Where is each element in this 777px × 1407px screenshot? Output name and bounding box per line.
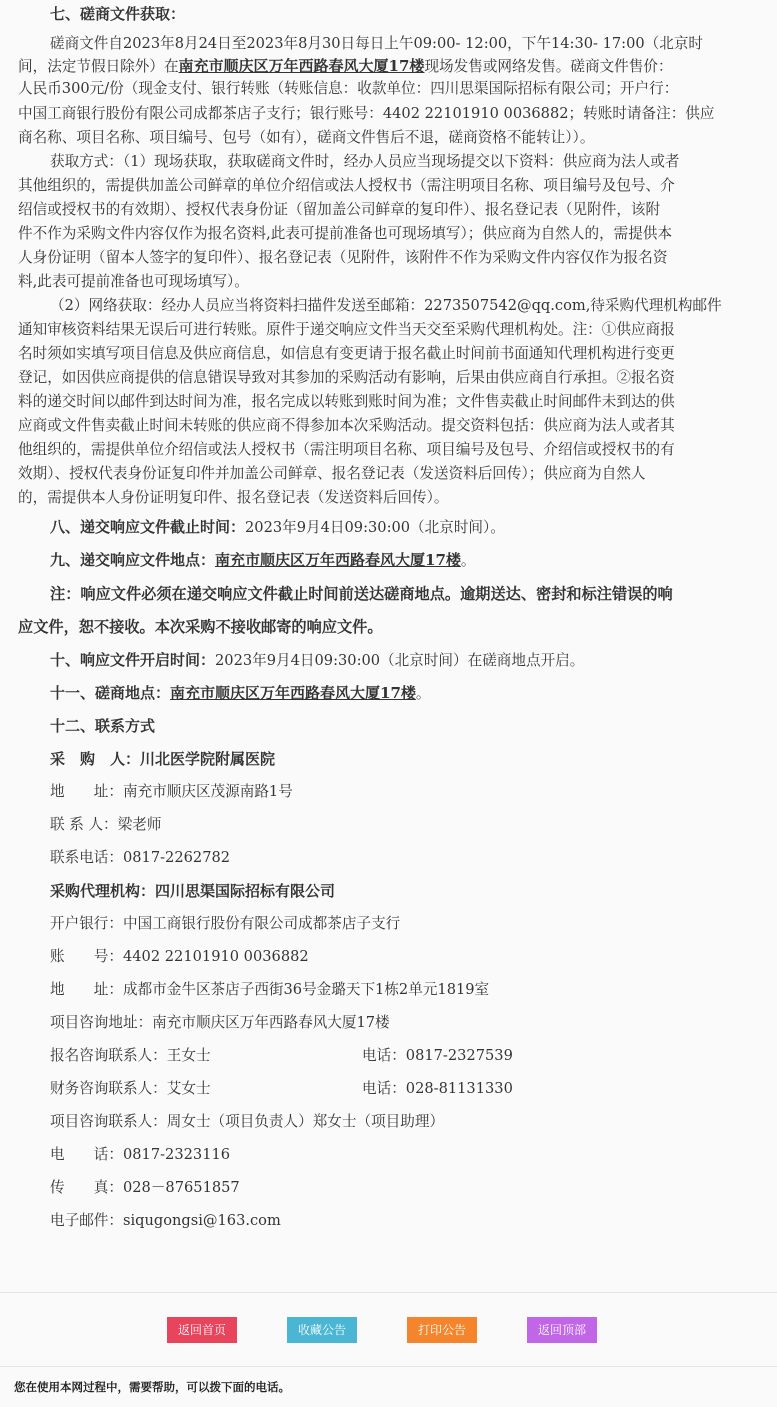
- paragraph-line: （2）网络获取：经办人员应当将资料扫描件发送至邮箱：2273507542@qq.com,待采购代理机构邮件: [50, 297, 722, 314]
- paragraph-line: 应商或文件售卖截止时间未转账的供应商不得参加本次采购活动。提交资料包括：供应商为法人或者其: [18, 417, 675, 434]
- section-10-label: 十、响应文件开启时间：: [50, 651, 216, 669]
- section-8: [50, 517, 505, 538]
- divider: [0, 1292, 777, 1293]
- label: 账 号：: [50, 948, 123, 965]
- label: 地 址：: [50, 783, 123, 800]
- paragraph-line: 他组织的，需提供单位介绍信或法人授权书（需注明项目名称、项目编号及包号、介绍信或授权书的有: [18, 441, 675, 458]
- label: 电 话：: [50, 1146, 123, 1163]
- label: 项目咨询地址：: [50, 1014, 153, 1031]
- paragraph-line: [18, 56, 673, 77]
- section-10-value: 2023年9月4日09:30:00（北京时间）在磋商地点开启。: [215, 652, 585, 669]
- fax-row: [50, 1178, 240, 1198]
- registration-contact-row: 报名咨询联系人：王女士: [50, 1047, 211, 1064]
- purchaser-contact-row: [50, 815, 161, 835]
- purchaser-phone-row: [50, 848, 230, 868]
- value: 中国工商银行股份有限公司成都茶店子支行: [122, 915, 401, 932]
- purchaser-address-row: [50, 782, 293, 802]
- back-to-top-button[interactable]: 返回顶部: [527, 1317, 597, 1343]
- paragraph-line: 其他组织的，需提供加盖公司鲜章的单位介绍信或法人授权书（需注明项目名称、项目编号及包号、介: [18, 177, 675, 194]
- section-9-value: 南充市顺庆区万年西路春风大厦17楼: [215, 551, 461, 569]
- value: siqugongsi@163.com: [122, 1212, 281, 1229]
- paragraph-line: 料的递交时间以邮件到达时间为准，报名完成以转账到账时间为准；文件售卖截止时间邮件未到达的供: [18, 393, 675, 410]
- paragraph-line: 件不作为采购文件内容仅作为报名资料,此表可提前准备也可现场填写）；供应商为自然人的，需提供本: [18, 225, 673, 242]
- value: 0817-2323116: [122, 1146, 231, 1163]
- help-text: 您在使用本网过程中，需要帮助，可以拨下面的电话。: [14, 1380, 290, 1394]
- label: 联系电话：: [50, 849, 123, 866]
- section-8-label: 八、递交响应文件截止时间：: [50, 518, 246, 536]
- agency-account-row: [50, 947, 309, 967]
- section-12-heading: 十二、联系方式: [50, 717, 156, 735]
- value: 0817-2262782: [122, 849, 231, 866]
- section-11-value: 南充市顺庆区万年西路春风大厦17楼: [170, 684, 416, 702]
- section-7-heading: 七、磋商文件获取：: [50, 5, 186, 23]
- bookmark-button[interactable]: 收藏公告: [287, 1317, 357, 1343]
- finance-contact-row: 财务咨询联系人：艾女士: [50, 1080, 211, 1097]
- section-9: [50, 550, 476, 571]
- text: 。: [460, 552, 476, 569]
- purchaser-label: 采 购 人：: [50, 750, 141, 768]
- purchaser-row: [50, 749, 275, 770]
- paragraph-line: 人民币300元/份（现金支付、银行转账（转账信息：收款单位：四川思渠国际招标有限公司；开户行：: [18, 80, 679, 97]
- label: 联 系 人：: [50, 816, 118, 833]
- text: 间，法定节假日除外）在: [18, 58, 179, 75]
- value: 028－87651857: [122, 1179, 240, 1196]
- note-line: 应文件，恕不接收。本次采购不接收邮寄的响应文件。: [18, 618, 383, 636]
- paragraph-line: 绍信或授权书的有效期）、授权代表身份证（留加盖公司鲜章的复印件）、报名登记表（见附件，该附: [18, 201, 661, 218]
- paragraph-line: 人身份证明（留本人签字的复印件）、报名登记表（见附件，该附件不作为采购文件内容仅作为报名资: [18, 249, 668, 266]
- section-9-label: 九、递交响应文件地点：: [50, 551, 216, 569]
- finance-phone: 电话：028-81131330: [362, 1080, 513, 1097]
- value: 南充市顺庆区茂源南路1号: [122, 783, 293, 800]
- agency-row: [50, 881, 335, 902]
- text: 。: [415, 685, 431, 702]
- paragraph-line: 登记，如因供应商提供的信息错误导致对其参加的采购活动有影响，后果由供应商自行承担。②报名资: [18, 369, 675, 386]
- consult-address-row: [50, 1013, 390, 1033]
- section-11-label: 十一、磋商地点：: [50, 684, 171, 702]
- project-contact-row: 项目咨询联系人：周女士（项目负责人）郑女士（项目助理）: [50, 1113, 445, 1130]
- note-line: 注：响应文件必须在递交响应文件截止时间前送达磋商地点。逾期送达、密封和标注错误的响: [50, 585, 673, 603]
- divider: [0, 1366, 777, 1367]
- paragraph-line: 效期）、授权代表身份证复印件并加盖公司鲜章、报名登记表（发送资料后回传）；供应商为自然人: [18, 465, 646, 482]
- label: 地 址：: [50, 981, 123, 998]
- section-11: [50, 683, 431, 704]
- agency-bank-row: [50, 914, 400, 934]
- paragraph-line: 料,此表可提前准备也可现场填写）。: [18, 273, 249, 290]
- telephone-row: [50, 1145, 230, 1165]
- home-button[interactable]: 返回首页: [167, 1317, 237, 1343]
- section-10: [50, 650, 584, 671]
- agency-value: 四川思渠国际招标有限公司: [155, 882, 336, 900]
- paragraph-line: 商名称、项目名称、项目编号、包号（如有），磋商文件售后不退，磋商资格不能转让））。: [18, 129, 595, 146]
- section-8-value: 2023年9月4日09:30:00（北京时间）。: [245, 519, 505, 536]
- paragraph-line: 中国工商银行股份有限公司成都茶店子支行；银行账号：4402 22101910 0036882；转账时请备注：供应: [18, 105, 715, 122]
- value: 梁老师: [117, 816, 162, 833]
- paragraph-line: 获取方式：（1）现场获取，获取磋商文件时，经办人员应当现场提交以下资料：供应商为法人或者: [50, 153, 680, 170]
- label: 开户银行：: [50, 915, 123, 932]
- email-row: [50, 1211, 281, 1231]
- agency-label: 采购代理机构：: [50, 882, 156, 900]
- paragraph-line: 名时须如实填写项目信息及供应商信息，如信息有变更请于报名截止时间前书面通知代理机构进行变更: [18, 345, 675, 362]
- label: 电子邮件：: [50, 1212, 123, 1229]
- text: 现场发售或网络发售。磋商文件售价：: [424, 58, 673, 75]
- purchaser-value: 川北医学院附属医院: [140, 750, 276, 768]
- value: 成都市金牛区茶店子西街36号金璐天下1栋2单元1819室: [122, 981, 490, 998]
- paragraph-line: 的，需提供本人身份证明复印件、报名登记表（发送资料后回传）。: [18, 489, 449, 506]
- label: 传 真：: [50, 1179, 123, 1196]
- value: 南充市顺庆区万年西路春风大厦17楼: [152, 1014, 390, 1031]
- registration-phone: 电话：0817-2327539: [362, 1047, 513, 1064]
- print-button[interactable]: 打印公告: [407, 1317, 477, 1343]
- paragraph-line: 磋商文件自2023年8月24日至2023年8月30日每日上午09:00- 12:00，下午14:30- 17:00（北京时: [50, 35, 704, 52]
- agency-address-row: [50, 980, 489, 1000]
- paragraph-line: 通知审核资料结果无误后可进行转账。原件于递交响应文件当天交至采购代理机构处。注：①供应商报: [18, 321, 675, 338]
- address-highlight: 南充市顺庆区万年西路春风大厦17楼: [178, 57, 425, 75]
- value: 4402 22101910 0036882: [122, 948, 309, 965]
